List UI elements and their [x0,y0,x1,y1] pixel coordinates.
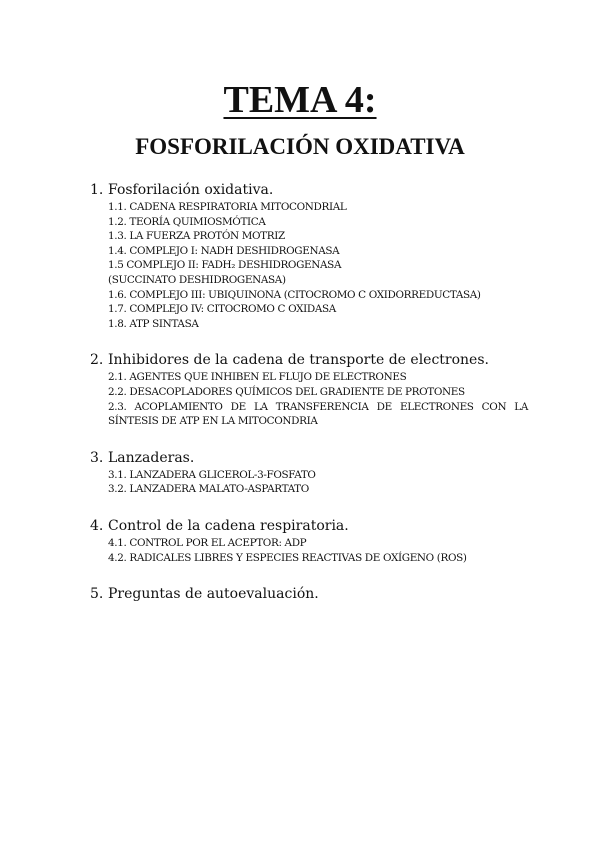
table-of-contents [90,180,530,623]
section-title: Inhibidores de la cadena de transporte de electrones. [108,352,489,369]
subsection-item: 1.3. LA FUERZA PROTÓN MOTRIZ [108,230,285,243]
section-number: 1. [90,182,104,198]
section-number: 4. [90,517,104,534]
subsection-item: 1.2. TEORÍA QUIMIOSMÓTICA [108,215,266,228]
section-number: 3. [90,449,104,466]
subsection-item: 3.2. LANZADERA MALATO-ASPARTATO [108,483,309,496]
subsection-item: 2.1. AGENTES QUE INHIBEN EL FLUJO DE ELECTRONES [108,371,407,384]
section-title: Fosforilación oxidativa. [108,182,274,198]
toc-section-2 [90,350,530,428]
toc-section-4 [90,516,530,565]
subsection-item: 2.2. DESACOPLADORES QUÍMICOS DEL GRADIENTE DE PROTONES [108,385,465,398]
section-number: 5. [90,586,104,603]
subsection-item: 1.8. ATP SINTASA [108,317,199,330]
subsection-item: 4.2. RADICALES LIBRES Y ESPECIES REACTIVAS DE OXÍGENO (ROS) [108,551,467,564]
toc-section-1 [90,180,530,331]
subsection-item: 1.4. COMPLEJO I: NADH DESHIDROGENASA [108,244,340,257]
subsection-item: 2.3. ACOPLAMIENTO DE LA TRANSFERENCIA DE ELECTRONES CON LA SÍNTESIS DE ATP EN LA MITOCONDRIA [108,400,528,428]
subsection-item: 3.1. LANZADERA GLICEROL-3-FOSFATO [108,468,316,481]
toc-section-3 [90,448,530,497]
toc-section-5 [90,584,530,604]
subsection-item: 4.1. CONTROL POR EL ACEPTOR: ADP [108,536,307,549]
section-number: 2. [90,352,104,369]
subsection-item: 1.7. COMPLEJO IV: CITOCROMO C OXIDASA [108,303,336,316]
subsection-item: 1.5 COMPLEJO II: FADH₂ DESHIDROGENASA (SUCCINATO DESHIDROGENASA) [108,259,342,286]
subsection-item: 1.1. CADENA RESPIRATORIA MITOCONDRIAL [108,201,347,213]
page-subtitle: FOSFORILACIÓN OXIDATIVA [135,134,465,159]
page-title: TEMA 4: [223,79,377,121]
section-title: Control de la cadena respiratoria. [108,517,349,534]
subsection-item: 1.6. COMPLEJO III: UBIQUINONA (CITOCROMO C OXIDORREDUCTASA) [108,288,481,301]
section-title: Lanzaderas. [108,449,195,466]
section-title: Preguntas de autoevaluación. [108,586,319,603]
